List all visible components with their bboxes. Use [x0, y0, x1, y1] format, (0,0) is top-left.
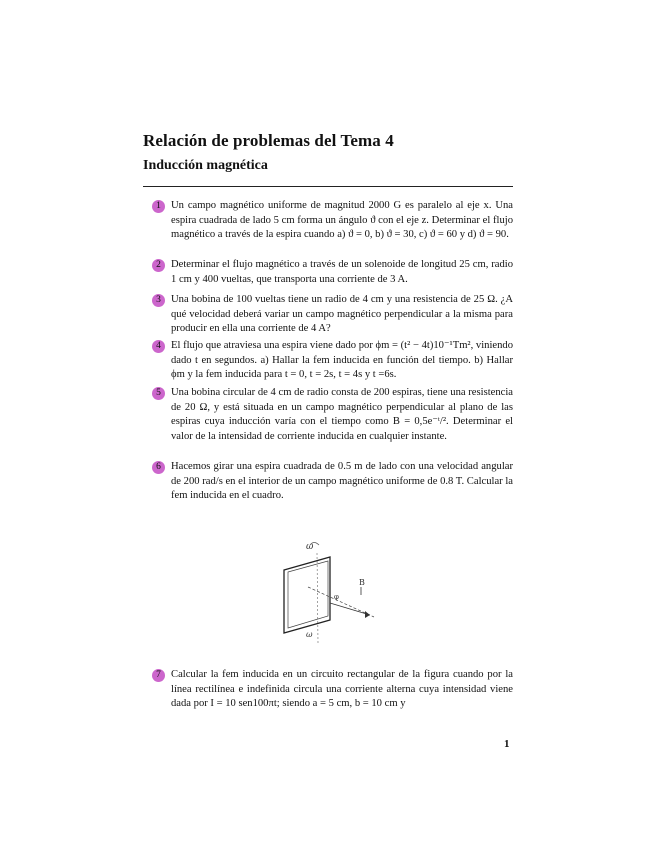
page-subtitle: Inducción magnética	[143, 158, 268, 173]
title-divider	[143, 186, 513, 187]
figure-label-top: ω	[306, 542, 314, 552]
problem-text: Hacemos girar una espira cuadrada de 0.5 m de lado con una velocidad angular de 200 rad/s en el interior de un campo magnético uniforme de 0.8 T. Calcular la fem inducida en el cuadro.	[171, 461, 513, 502]
problem-4	[152, 339, 513, 383]
problem-number-badge: 5	[152, 387, 165, 400]
page-title: Relación de problemas del Tema 4	[143, 131, 394, 150]
rotation-axis	[317, 553, 318, 643]
problem-text: Un campo magnético uniforme de magnitud 2000 G es paralelo al eje x. Una espira cuadrada de lado 5 cm forma un ángulo ϑ con el eje z. Determinar el flujo magnético a través de la espira cuando a) ϑ = 0, b) ϑ = 30, c) ϑ = 60 y d) ϑ = 90.	[171, 200, 513, 241]
problem-text: Una bobina de 100 vueltas tiene un radio de 4 cm y una resistencia de 25 Ω. ¿A qué velocidad deberá variar un campo magnético perpendicular a la misma para producir en ella una corriente de 4 A?	[171, 294, 513, 335]
figure-label-bottom: ω	[306, 630, 313, 639]
problem-text: Una bobina circular de 4 cm de radio consta de 200 espiras, tiene una resistencia de 20 Ω, y está situada en un campo magnético perpendicular al plano de las espiras cuya inducción varía con el tiempo como B = 0,5e⁻ᵗ/². Determinar el valor de la intensidad de corriente inducida en cualquier instante.	[171, 387, 513, 442]
problem-7	[152, 668, 513, 712]
problem-number-badge: 6	[152, 461, 165, 474]
problem-5	[152, 386, 513, 444]
page-number: 1	[504, 738, 510, 750]
square-loop-inner	[288, 561, 328, 628]
figure-label-right: B	[359, 578, 365, 587]
problem-number-badge: 4	[152, 340, 165, 353]
problem-number-badge: 7	[152, 669, 165, 682]
problem-text: Determinar el flujo magnético a través de un solenoide de longitud 25 cm, radio 1 cm y 400 vueltas, que transporta una corriente de 3 A.	[171, 259, 513, 285]
problem-6	[152, 460, 513, 504]
problem-number-badge: 1	[152, 200, 165, 213]
square-loop-outer	[284, 557, 330, 633]
problem-2	[152, 258, 513, 287]
field-vector	[330, 603, 370, 615]
problem-1	[152, 199, 513, 243]
normal-line	[308, 587, 374, 617]
arrowhead-icon	[365, 611, 370, 618]
problem-number-badge: 2	[152, 259, 165, 272]
problem-number-badge: 3	[152, 294, 165, 307]
rotating-loop-figure	[270, 535, 390, 645]
figure-angle-label: φ	[334, 593, 339, 601]
problem-3	[152, 293, 513, 337]
problem-text: El flujo que atraviesa una espira viene dado por ϕm = (t² − 4t)10⁻¹Tm², viniendo dado t en segundos. a) Hallar la fem inducida en función del tiempo. b) Hallar ϕm y la fem inducida para t = 0, t = 2s, t = 4s y t =6s.	[171, 340, 513, 381]
problem-text: Calcular la fem inducida en un circuito rectangular de la figura cuando por la línea rectilínea e indefinida circula una corriente alterna cuya intensidad viene dada por I = 10 sen100πt; siendo a = 5 cm, b = 10 cm y	[171, 669, 513, 710]
